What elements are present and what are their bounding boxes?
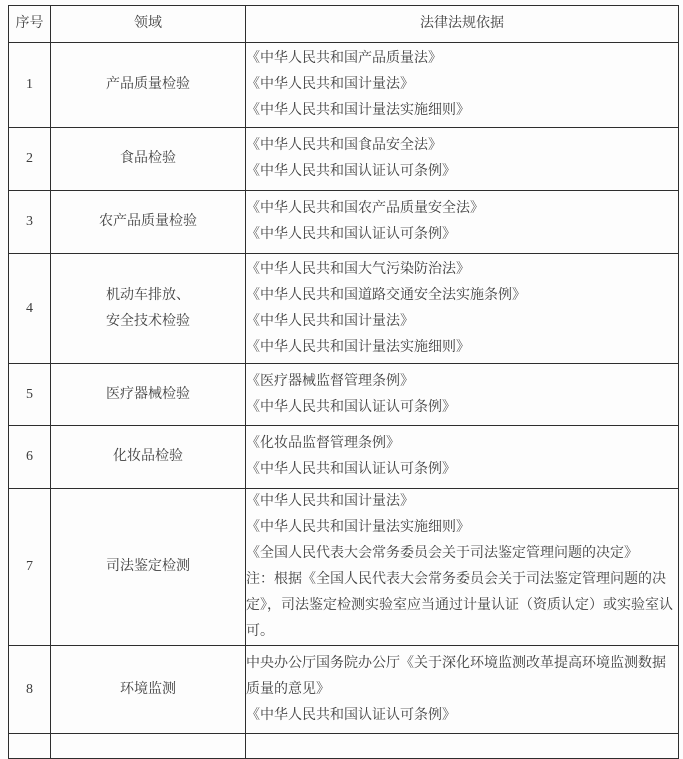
row-field-cell <box>51 254 246 364</box>
legal-reference-line: 《中华人民共和国计量法实施细则》 <box>246 520 470 535</box>
legal-reference-line: 《化妆品监督管理条例》 <box>246 436 400 451</box>
header-cell-number: 序号 <box>9 6 51 43</box>
legal-reference-line: 《中华人民共和国认证认可条例》 <box>246 707 456 723</box>
row-field-cell <box>51 646 246 734</box>
legal-reference-line: 《全国人民代表大会常务委员会关于司法鉴定管理问题的决定》 <box>246 546 638 561</box>
table-row-partial <box>9 734 679 759</box>
legal-reference-line: 注：根据《全国人民代表大会常务委员会关于司法鉴定管理问题的决定》，司法鉴定检测实验室应当通过计量认证（资质认定）或实验室认可。 <box>246 572 673 639</box>
field-line: 机动车排放、 <box>106 287 190 303</box>
legal-reference-line: 《中华人民共和国认证认可条例》 <box>246 462 456 477</box>
legal-reference-line: 《中华人民共和国食品安全法》 <box>246 138 442 153</box>
row-legal-basis-cell <box>246 734 679 759</box>
row-legal-basis-cell <box>246 43 679 128</box>
regulation-table <box>8 5 679 759</box>
legal-reference-line: 《中华人民共和国计量法实施细则》 <box>246 103 470 118</box>
row-number-cell: 8 <box>9 646 51 734</box>
legal-reference-line: 《中华人民共和国农产品质量安全法》 <box>246 201 484 216</box>
document-page <box>8 5 678 759</box>
table-row <box>9 426 679 489</box>
row-number-cell: 7 <box>9 489 51 646</box>
row-field-cell <box>51 128 246 191</box>
row-number-cell <box>9 734 51 759</box>
row-legal-basis-cell <box>246 364 679 426</box>
row-number-cell: 6 <box>9 426 51 489</box>
legal-reference-line: 《中华人民共和国大气污染防治法》 <box>246 261 470 277</box>
field-line: 安全技术检验 <box>106 313 190 329</box>
row-field-cell <box>51 43 246 128</box>
header-cell-legal-basis: 法律法规依据 <box>246 6 679 43</box>
field-line: 农产品质量检验 <box>99 214 197 229</box>
row-number-cell: 5 <box>9 364 51 426</box>
header-cell-field: 领域 <box>51 6 246 43</box>
row-legal-basis-cell <box>246 489 679 646</box>
row-legal-basis-cell <box>246 254 679 364</box>
row-legal-basis-cell <box>246 426 679 489</box>
legal-reference-line: 《中华人民共和国计量法》 <box>246 494 414 509</box>
field-line: 食品检验 <box>120 151 176 166</box>
row-field-cell <box>51 426 246 489</box>
table-row <box>9 191 679 254</box>
legal-reference-line: 《中华人民共和国计量法实施细则》 <box>246 339 470 355</box>
table-row <box>9 364 679 426</box>
field-line: 环境监测 <box>120 681 176 697</box>
row-number-cell: 4 <box>9 254 51 364</box>
row-legal-basis-cell <box>246 646 679 734</box>
table-row <box>9 43 679 128</box>
legal-reference-line: 《中华人民共和国认证认可条例》 <box>246 399 456 415</box>
legal-reference-line: 《中华人民共和国产品质量法》 <box>246 51 442 66</box>
table-row <box>9 128 679 191</box>
table-header <box>9 6 679 43</box>
legal-reference-line: 《中华人民共和国认证认可条例》 <box>246 164 456 179</box>
row-legal-basis-cell <box>246 128 679 191</box>
field-line: 产品质量检验 <box>106 77 190 92</box>
table-row <box>9 489 679 646</box>
row-number-cell: 2 <box>9 128 51 191</box>
table-body <box>9 43 679 759</box>
table-row <box>9 646 679 734</box>
row-field-cell <box>51 191 246 254</box>
row-field-cell <box>51 364 246 426</box>
row-field-cell <box>51 489 246 646</box>
legal-reference-line: 《中华人民共和国认证认可条例》 <box>246 227 456 242</box>
field-line: 医疗器械检验 <box>106 386 190 402</box>
legal-reference-line: 《医疗器械监督管理条例》 <box>246 373 414 389</box>
row-number-cell: 3 <box>9 191 51 254</box>
row-field-cell <box>51 734 246 759</box>
legal-reference-line: 《中华人民共和国道路交通安全法实施条例》 <box>246 287 526 303</box>
legal-reference-line: 中央办公厅国务院办公厅《关于深化环境监测改革提高环境监测数据质量的意见》 <box>246 655 666 697</box>
field-line: 司法鉴定检测 <box>106 559 190 574</box>
field-line: 化妆品检验 <box>113 449 183 464</box>
row-legal-basis-cell <box>246 191 679 254</box>
row-number-cell: 1 <box>9 43 51 128</box>
legal-reference-line: 《中华人民共和国计量法》 <box>246 77 414 92</box>
table-row <box>9 254 679 364</box>
header-row <box>9 6 679 43</box>
legal-reference-line: 《中华人民共和国计量法》 <box>246 313 414 329</box>
